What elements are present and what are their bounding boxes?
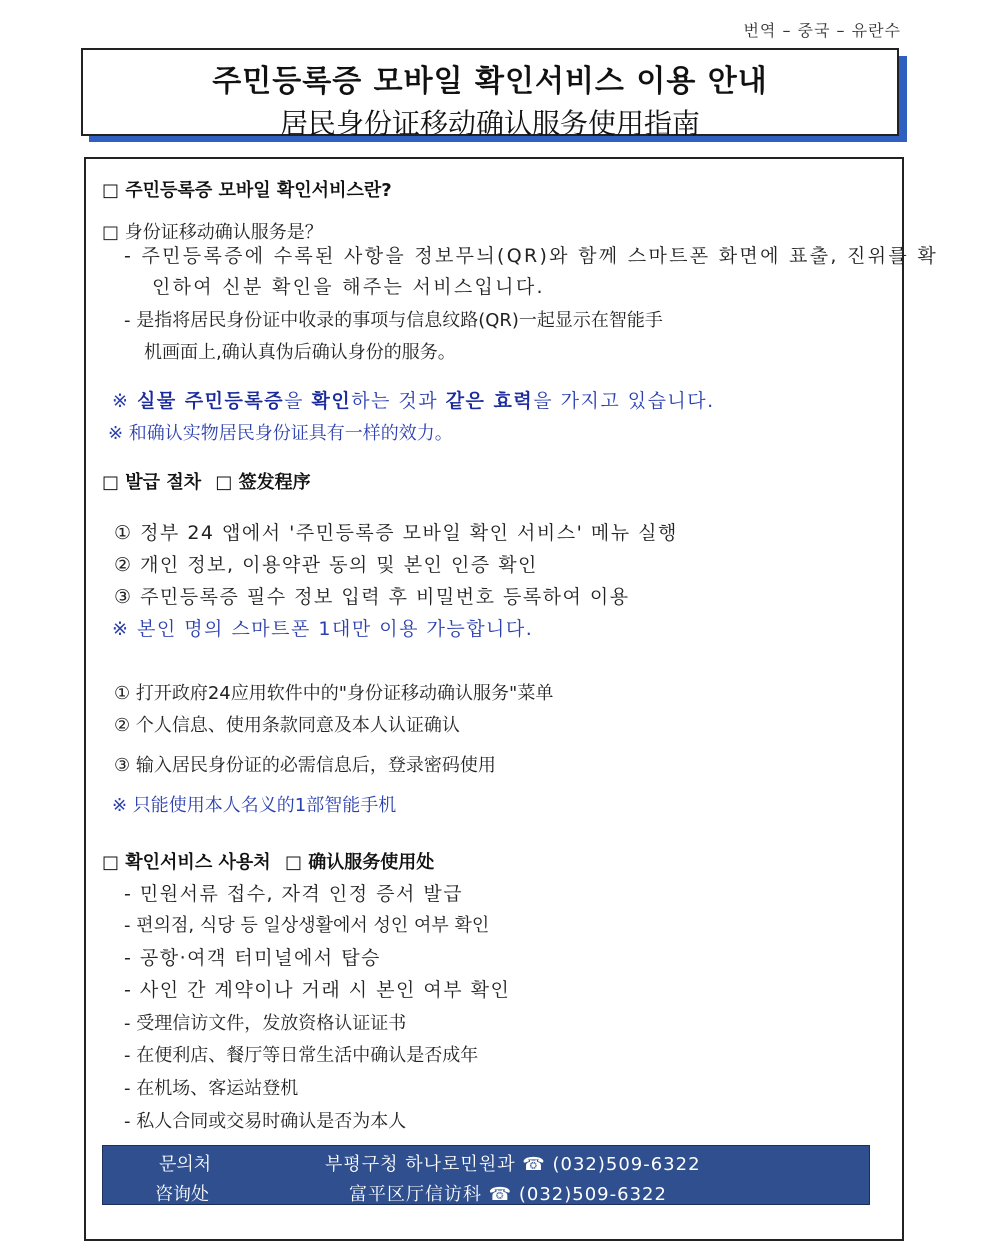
contact-label-zh: 咨询处 xyxy=(155,1184,209,1205)
note-bold-text: 같은 효력 xyxy=(445,390,534,412)
note-same-effect-zh: ※ 和确认实物居民身份证具有一样的效力。 xyxy=(108,423,453,444)
section-usage-heading xyxy=(102,848,434,874)
contact-bar xyxy=(102,1145,870,1205)
usage-item-zh-4: - 私人合同或交易时确认是否为本人 xyxy=(124,1111,407,1132)
note-same-effect-ko xyxy=(112,386,715,413)
section-what-is-heading-ko: □ 주민등록증 모바일 확인서비스란? xyxy=(102,180,392,201)
contact-office-ko: 부평구청 하나로민원과 ☎ (032)509-6322 xyxy=(325,1154,701,1175)
issue-heading-zh: □ 签发程序 xyxy=(215,472,311,493)
section-issue-heading xyxy=(102,468,311,494)
note-mark: ※ xyxy=(112,390,137,412)
usage-item-ko-3: - 공항·여객 터미널에서 탑승 xyxy=(124,947,381,969)
description-ko-line1: - 주민등록증에 수록된 사항을 정보무늬(QR)와 함께 스마트폰 화면에 표출, 진위를 확 xyxy=(124,245,939,267)
contact-office-zh: 富平区厅信访科 ☎ (032)509-6322 xyxy=(349,1184,667,1205)
note-bold-text: 실물 주민등록증 xyxy=(136,390,285,412)
description-zh-line1: - 是指将居民身份证中收录的事项与信息纹路(QR)一起显示在智能手 xyxy=(124,310,663,331)
section-what-is-heading-zh: □ 身份证移动确认服务是？ xyxy=(102,222,323,243)
usage-item-zh-3: - 在机场、客运站登机 xyxy=(124,1078,299,1099)
usage-heading-ko: □ 확인서비스 사용처 xyxy=(102,852,271,873)
issue-note-ko: ※ 본인 명의 스마트폰 1대만 이용 가능합니다. xyxy=(112,618,534,640)
issue-step-ko-1: ① 정부 24 앱에서 '주민등록증 모바일 확인 서비스' 메뉴 실행 xyxy=(114,522,678,544)
issue-step-zh-3: ③ 输入居民身份证的必需信息后，登录密码使用 xyxy=(114,755,496,776)
usage-item-ko-4: - 사인 간 계약이나 거래 시 본인 여부 확인 xyxy=(124,979,511,1001)
usage-item-ko-2: - 편의점, 식당 등 일상생활에서 성인 여부 확인 xyxy=(124,915,490,936)
translator-note: 번역 – 중국 – 유란수 xyxy=(743,21,901,40)
usage-item-ko-1: - 민원서류 접수, 자격 인정 증서 발급 xyxy=(124,883,464,905)
description-zh-line2: 机画面上,确认真伪后确认身份的服务。 xyxy=(144,342,456,363)
page-title-chinese: 居民身份证移动确认服务使用指南 xyxy=(279,107,700,140)
issue-step-ko-2: ② 개인 정보, 이용약관 동의 및 본인 인증 확인 xyxy=(114,554,538,576)
usage-heading-zh: □ 确认服务使用处 xyxy=(284,852,435,873)
issue-step-zh-2: ② 个人信息、使用条款同意及本人认证确认 xyxy=(114,715,460,736)
note-text: 하는 것과 xyxy=(351,390,446,412)
page-title-korean: 주민등록증 모바일 확인서비스 이용 안내 xyxy=(212,64,768,99)
content-box xyxy=(84,157,939,1241)
issue-step-zh-1: ① 打开政府24应用软件中的"身份证移动确认服务"菜单 xyxy=(114,683,554,704)
issue-step-ko-3: ③ 주민등록증 필수 정보 입력 후 비밀번호 등록하여 이용 xyxy=(114,586,630,608)
issue-heading-ko: □ 발급 절차 xyxy=(102,472,202,493)
note-bold-text: 확인 xyxy=(311,390,352,412)
note-text: 을 가지고 있습니다. xyxy=(533,390,715,412)
usage-item-zh-2: - 在便利店、餐厅等日常生活中确认是否成年 xyxy=(124,1045,479,1066)
contact-label-ko: 문의처 xyxy=(159,1154,212,1175)
issue-note-zh: ※ 只能使用本人名义的1部智能手机 xyxy=(112,795,397,816)
note-text: 을 xyxy=(284,390,312,412)
description-ko-line2: 인하여 신분 확인을 해주는 서비스입니다. xyxy=(152,276,545,298)
title-box xyxy=(81,48,899,140)
usage-item-zh-1: - 受理信访文件，发放资格认证证书 xyxy=(124,1013,407,1034)
